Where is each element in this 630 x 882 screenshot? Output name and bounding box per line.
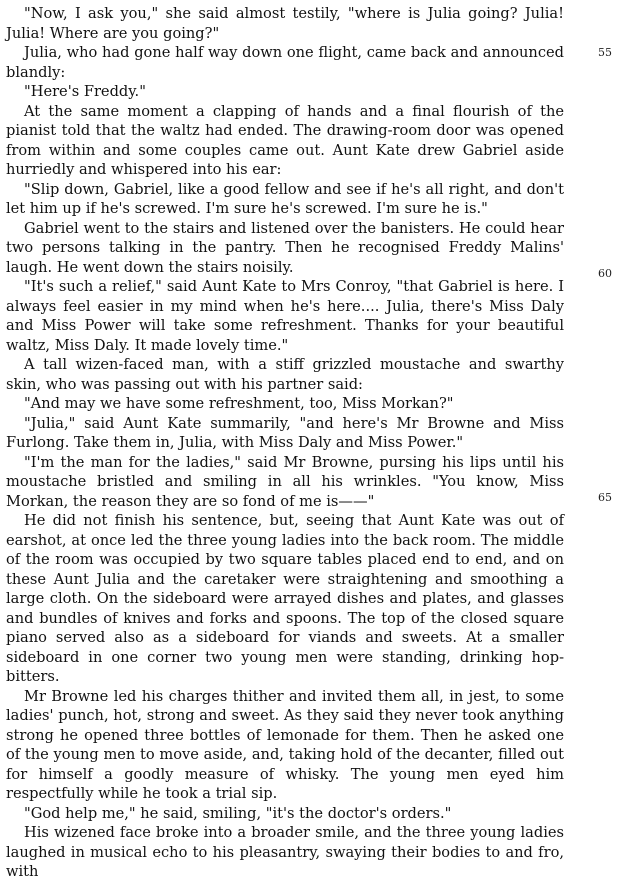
paragraph: Gabriel went to the stairs and listened over the banisters. He could hear two persons talking in the pantry. Then he recognised Freddy Malins' laugh. He went down the stairs noisily. xyxy=(6,219,564,276)
line-number: 55 xyxy=(598,46,612,59)
paragraph: "Now, I ask you," she said almost testily, "where is Julia going? Julia! Julia! Where are you going?" xyxy=(6,5,564,42)
paragraph: "Here's Freddy." xyxy=(24,83,146,100)
line-number: 60 xyxy=(598,267,612,280)
line-number: 65 xyxy=(598,491,612,504)
paragraph: At the same moment a clapping of hands and a final flourish of the pianist told that the waltz had ended. The drawing-room door was opened from within and some couples came out. Aunt Kate drew Gabriel aside hurriedly and whispered into his ear: xyxy=(6,102,564,178)
paragraph: "I'm the man for the ladies," said Mr Browne, pursing his lips until his moustache bristled and smiling in all his wrinkles. "You know, Miss Morkan, the reason they are so fond of me is——" xyxy=(6,453,564,510)
paragraph: "It's such a relief," said Aunt Kate to Mrs Conroy, "that Gabriel is here. I always feel easier in my mind when he's here.... Julia, there's Miss Daly and Miss Power will take some refreshment. Thanks for your beautiful waltz, Miss Daly. It made lovely time." xyxy=(6,278,564,354)
paragraph: A tall wizen-faced man, with a stiff grizzled moustache and swarthy skin, who was passing out with his partner said: xyxy=(6,356,564,393)
paragraph: "God help me," he said, smiling, "it's the doctor's orders." xyxy=(24,804,452,822)
paragraph: "And may we have some refreshment, too, Miss Morkan?" xyxy=(24,395,454,412)
paragraph: His wizened face broke into a broader smile, and the three young ladies laughed in musical echo to his pleasantry, swaying their bodies to and fro, with xyxy=(6,824,564,880)
paragraph: He did not finish his sentence, but, seeing that Aunt Kate was out of earshot, at once led the three young ladies into the back room. The middle of the room was occupied by two square tables placed end to end, and on these Aunt Julia and the caretaker were straightening and smoothing a large cloth. On the sideboard were arrayed dishes and plates, and glasses and bundles of knives and forks and spoons. The top of the closed square piano served also as a sideboard for viands and sweets. At a smaller sideboard in one corner two young men were standing, drinking hop-bitters. xyxy=(6,512,564,685)
paragraph: "Julia," said Aunt Kate summarily, "and here's Mr Browne and Miss Furlong. Take them in, Julia, with Miss Daly and Miss Power." xyxy=(6,414,564,451)
paragraph: Julia, who had gone half way down one flight, came back and announced blandly: xyxy=(6,44,564,81)
paragraph: Mr Browne led his charges thither and invited them all, in jest, to some ladies' punch, hot, strong and sweet. As they said they never took anything strong he opened three bottles of lemonade for them. Then he asked one of the young men to move aside, and, taking hold of the decanter, filled out for himself a goodly measure of whisky. The young men eyed him respectfully while he took a trial sip. xyxy=(6,687,564,802)
paragraph: "Slip down, Gabriel, like a good fellow and see if he's all right, and don't let him up if he's screwed. I'm sure he's screwed. I'm sure he is." xyxy=(6,180,564,217)
body-text xyxy=(6,4,564,882)
